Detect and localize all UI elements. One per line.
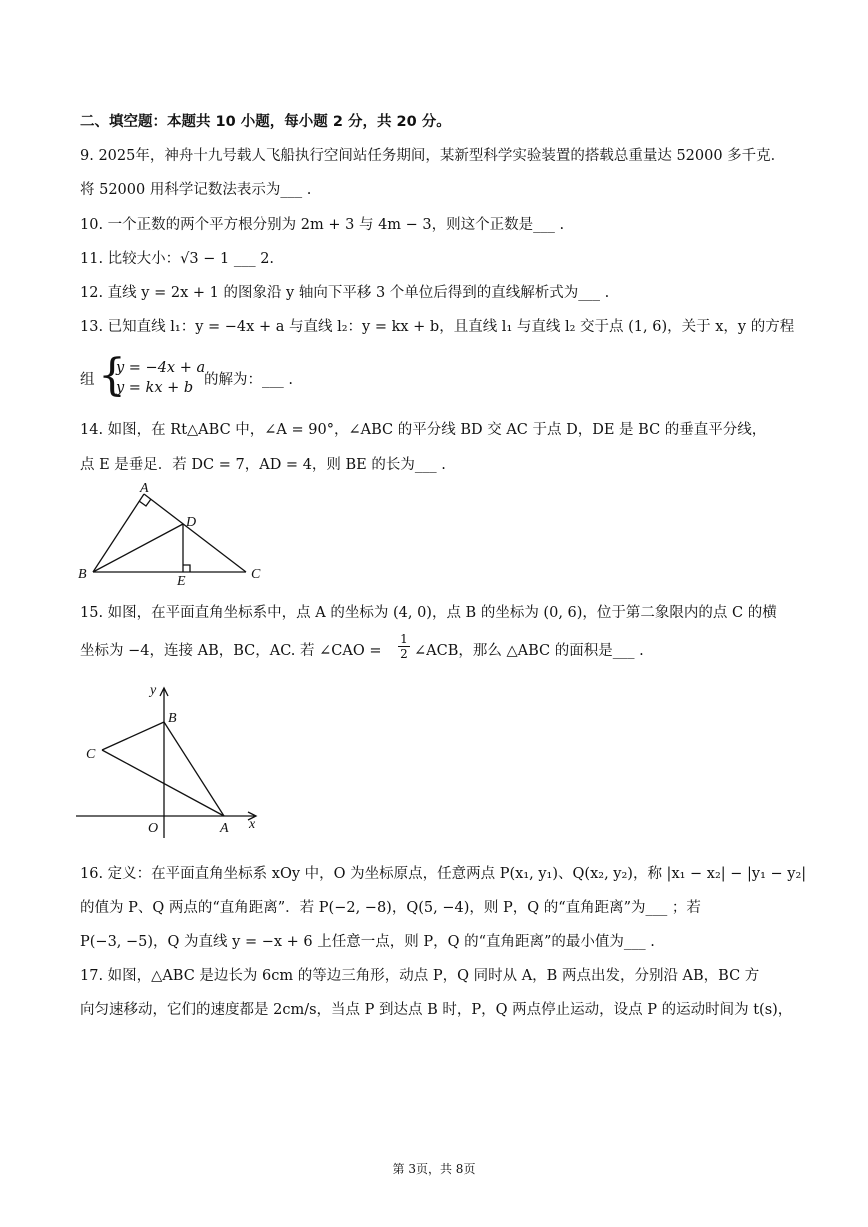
label-x: x — [249, 817, 256, 832]
page-footer: 第 3页，共 8页 — [392, 1162, 476, 1176]
question-13-equation-1: y = −4x + a — [116, 360, 206, 376]
question-16-line-3: P(−3, −5)，Q 为直线 y = −x + 6 上任意一点，则 P，Q 的“直角距离”的最小值为___ . — [80, 934, 655, 950]
question-14-line-1: 14. 如图，在 Rt△ABC 中，∠A = 90°，∠ABC 的平分线 BD 交 AC 于点 D，DE 是 BC 的垂直平分线， — [80, 422, 767, 438]
fraction-one-half — [398, 632, 410, 661]
question-9-line-1: 9. 2025年，神舟十九号载人飞船执行空间站任务期间，某新型科学实验装置的搭载总重量达 52000 多千克． — [80, 148, 786, 164]
segment-ac — [102, 750, 224, 816]
question-12: 12. 直线 y = 2x + 1 的图象沿 y 轴向下平移 3 个单位后得到的直线解析式为___ . — [80, 285, 610, 301]
question-17-line-2: 向匀速移动，它们的速度都是 2cm/s，当点 P 到达点 B 时，P，Q 两点停止运动，设点 P 的运动时间为 t(s)， — [80, 1002, 793, 1018]
fraction-numerator: 1 — [398, 632, 410, 647]
label-b: B — [168, 711, 177, 726]
question-9-line-2: 将 52000 用科学记数法表示为___ . — [80, 182, 312, 198]
question-15-line-2a: 坐标为 −4，连接 AB，BC，AC. 若 ∠CAO = — [80, 643, 382, 659]
section-title: 二、填空题：本题共 10 小题，每小题 2 分，共 20 分。 — [80, 114, 451, 130]
question-11: 11. 比较大小：√3 − 1 ___ 2. — [80, 251, 275, 267]
question-15-line-2b: ∠ACB，那么 △ABC 的面积是___ . — [414, 643, 644, 659]
label-c: C — [86, 747, 96, 762]
label-o: O — [148, 821, 159, 836]
label-a: A — [220, 821, 229, 836]
label-c: C — [251, 567, 261, 582]
question-14-line-2: 点 E 是垂足．若 DC = 7，AD = 4，则 BE 的长为___ . — [80, 457, 446, 473]
figure-14-triangle — [76, 478, 276, 588]
segment-bd — [93, 524, 183, 572]
question-15-line-1: 15. 如图，在平面直角坐标系中，点 A 的坐标为 (4, 0)，点 B 的坐标为 (0, 6)，位于第二象限内的点 C 的横 — [80, 605, 777, 621]
segment-bc — [102, 722, 164, 750]
question-17-line-1: 17. 如图，△ABC 是边长为 6cm 的等边三角形，动点 P，Q 同时从 A，B 两点出发，分别沿 AB，BC 方 — [80, 968, 760, 984]
segment-ab — [93, 494, 144, 572]
right-angle-mark-e — [183, 565, 190, 572]
question-16-line-2: 的值为 P、Q 两点的“直角距离”．若 P(−2, −8)，Q(5, −4)，则 P，Q 的“直角距离”为___ ；若 — [80, 900, 701, 916]
label-b: B — [78, 567, 87, 582]
question-13-suffix: 的解为：___ . — [204, 372, 293, 388]
question-13-line-1: 13. 已知直线 l₁：y = −4x + a 与直线 l₂：y = kx + b，且直线 l₁ 与直线 l₂ 交于点 (1, 6)，关于 x，y 的方程 — [80, 319, 795, 335]
question-10: 10. 一个正数的两个平方根分别为 2m + 3 与 4m − 3，则这个正数是___ . — [80, 217, 565, 233]
segment-ab — [164, 722, 224, 816]
question-13-equation-2: y = kx + b — [116, 380, 194, 396]
fraction-denominator: 2 — [400, 647, 408, 661]
label-a: A — [140, 481, 149, 496]
label-e: E — [177, 574, 186, 588]
question-16-line-1: 16. 定义：在平面直角坐标系 xOy 中，O 为坐标原点，任意两点 P(x₁, y₁)、Q(x₂, y₂)，称 |x₁ − x₂| − |y₁ − y₂| — [80, 866, 807, 882]
label-y: y — [150, 683, 157, 698]
label-d: D — [186, 515, 197, 530]
question-13-prefix: 组 — [80, 372, 95, 388]
figure-15-coordinate-plane — [76, 678, 276, 838]
brace-icon: { — [98, 350, 126, 401]
segment-ac — [144, 494, 246, 572]
